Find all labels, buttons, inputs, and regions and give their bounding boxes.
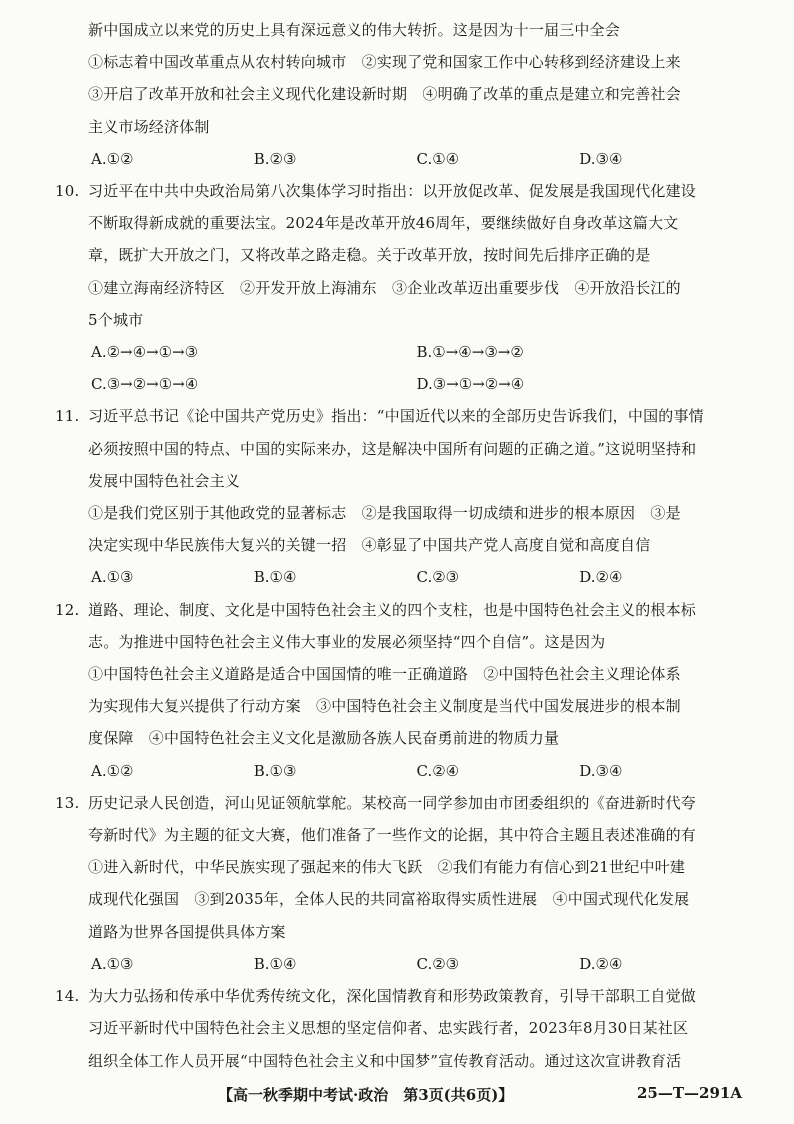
question-13 (55, 787, 742, 980)
statement-line: ①是我们党区别于其他政党的显著标志 ②是我国取得一切成绩和进步的根本原因 ③是 (88, 504, 681, 523)
question-14 (55, 980, 742, 1077)
answer-options (88, 948, 742, 980)
statement-line: ①进入新时代，中华民族实现了强起来的伟大飞跃 ②我们有能力有信心到21世纪中叶建 (88, 858, 686, 877)
question-text: 章，既扩大开放之门，又将改革之路走稳。关于改革开放，按时间先后排序正确的是 (88, 246, 651, 265)
option-a[interactable]: A.②→④→①→③ (91, 343, 199, 362)
statement-line: ③开启了改革开放和社会主义现代化建设新时期 ④明确了改革的重点是建立和完善社会 (88, 85, 681, 104)
option-b[interactable]: B.②③ (253, 149, 297, 168)
statement-line: ①中国特色社会主义道路是适合中国国情的唯一正确道路 ②中国特色社会主义理论体系 (88, 665, 681, 684)
option-b[interactable]: B.①④ (253, 954, 297, 973)
statement-line: 主义市场经济体制 (88, 117, 210, 136)
question-10 (55, 175, 742, 400)
question-text: 发展中国特色社会主义 (88, 471, 241, 490)
question-9-continued (88, 14, 742, 175)
answer-options (88, 368, 742, 400)
statement-line: ①标志着中国改革重点从农村转向城市 ②实现了党和国家工作中心转移到经济建设上来 (88, 53, 681, 72)
question-11 (55, 400, 742, 593)
statement-line: 决定实现中华民族伟大复兴的关键一招 ④彰显了中国共产党人高度自觉和高度自信 (88, 536, 651, 555)
option-b[interactable]: B.①→④→③→② (416, 343, 524, 362)
statement-line: 5个城市 (88, 310, 144, 329)
statement-line: 度保障 ④中国特色社会主义文化是激励各族人民奋勇前进的物质力量 (88, 729, 560, 748)
answer-options (88, 336, 742, 368)
statement-line: 为实现伟大复兴提供了行动方案 ③中国特色社会主义制度是当代中国发展进步的根本制 (88, 697, 681, 716)
question-text: 历史记录人民创造，河山见证领航掌舵。某校高一同学参加由市团委组织的《奋进新时代夸 (88, 793, 697, 812)
answer-options (88, 561, 742, 593)
statement-line: 道路为世界各国提供具体方案 (88, 922, 286, 941)
question-text: 组织全体工作人员开展“中国特色社会主义和中国梦”宣传教育活动。通过这次宣讲教育活 (88, 1051, 682, 1070)
option-c[interactable]: C.②③ (416, 568, 460, 587)
question-number: 10. (55, 182, 80, 201)
question-number: 12. (55, 600, 80, 619)
option-c[interactable]: C.②④ (416, 761, 460, 780)
option-d[interactable]: D.③④ (579, 149, 623, 168)
option-a[interactable]: A.①② (91, 149, 134, 168)
option-d[interactable]: D.③→①→②→④ (416, 375, 525, 394)
option-a[interactable]: A.①③ (91, 954, 134, 973)
question-text: 必须按照中国的特点、中国的实际来办，这是解决中国所有问题的正确之道。”这说明坚持和 (88, 439, 697, 458)
statement-line: ①建立海南经济特区 ②开发开放上海浦东 ③企业改革迈出重要步伐 ④开放沿长江的 (88, 278, 681, 297)
answer-options (88, 755, 742, 787)
question-12 (55, 594, 742, 787)
question-text: 习近平在中共中央政治局第八次集体学习时指出：以开放促改革、促发展是我国现代化建设 (88, 182, 697, 201)
question-number: 11. (55, 407, 80, 426)
option-b[interactable]: B.①④ (253, 568, 297, 587)
statement-line: 成现代化强国 ③到2035年，全体人民的共同富裕取得实质性进展 ④中国式现代化发展 (88, 890, 690, 909)
question-text: 习近平总书记《论中国共产党历史》指出：“中国近代以来的全部历史告诉我们，中国的事情 (88, 407, 704, 426)
question-text: 新中国成立以来党的历史上具有深远意义的伟大转折。这是因为十一届三中全会 (88, 21, 621, 39)
question-text: 为大力弘扬和传承中华优秀传统文化，深化国情教育和形势政策教育，引导干部职工自觉做 (88, 987, 697, 1006)
footer-title: 【高一秋季期中考试·政治 第3页(共6页)】 (218, 1086, 514, 1104)
option-b[interactable]: B.①③ (253, 761, 297, 780)
option-d[interactable]: D.②④ (579, 954, 623, 973)
question-number: 14. (55, 987, 80, 1006)
option-d[interactable]: D.③④ (579, 761, 623, 780)
page-footer (218, 1084, 742, 1105)
option-d[interactable]: D.②④ (579, 568, 623, 587)
answer-options (88, 143, 742, 175)
question-text: 习近平新时代中国特色社会主义思想的坚定信仰者、忠实践行者，2023年8月30日某社区 (88, 1019, 689, 1038)
option-a[interactable]: A.①② (91, 761, 134, 780)
question-text: 志。为推进中国特色社会主义伟大事业的发展必须坚持“四个自信”。这是因为 (88, 632, 606, 651)
question-text: 不断取得新成就的重要法宝。2024年是改革开放46周年，要继续做好自身改革这篇大文 (88, 214, 679, 233)
question-number: 13. (55, 793, 80, 812)
option-a[interactable]: A.①③ (91, 568, 134, 587)
question-text: 道路、理论、制度、文化是中国特色社会主义的四个支柱，也是中国特色社会主义的根本标 (88, 600, 697, 619)
question-text: 夸新时代》为主题的征文大赛，他们准备了一些作文的论据，其中符合主题且表述准确的有 (88, 826, 697, 845)
option-c[interactable]: C.②③ (416, 954, 460, 973)
option-c[interactable]: C.③→②→①→④ (91, 375, 199, 394)
footer-code: 25—T—291A (637, 1084, 742, 1102)
option-c[interactable]: C.①④ (416, 149, 460, 168)
